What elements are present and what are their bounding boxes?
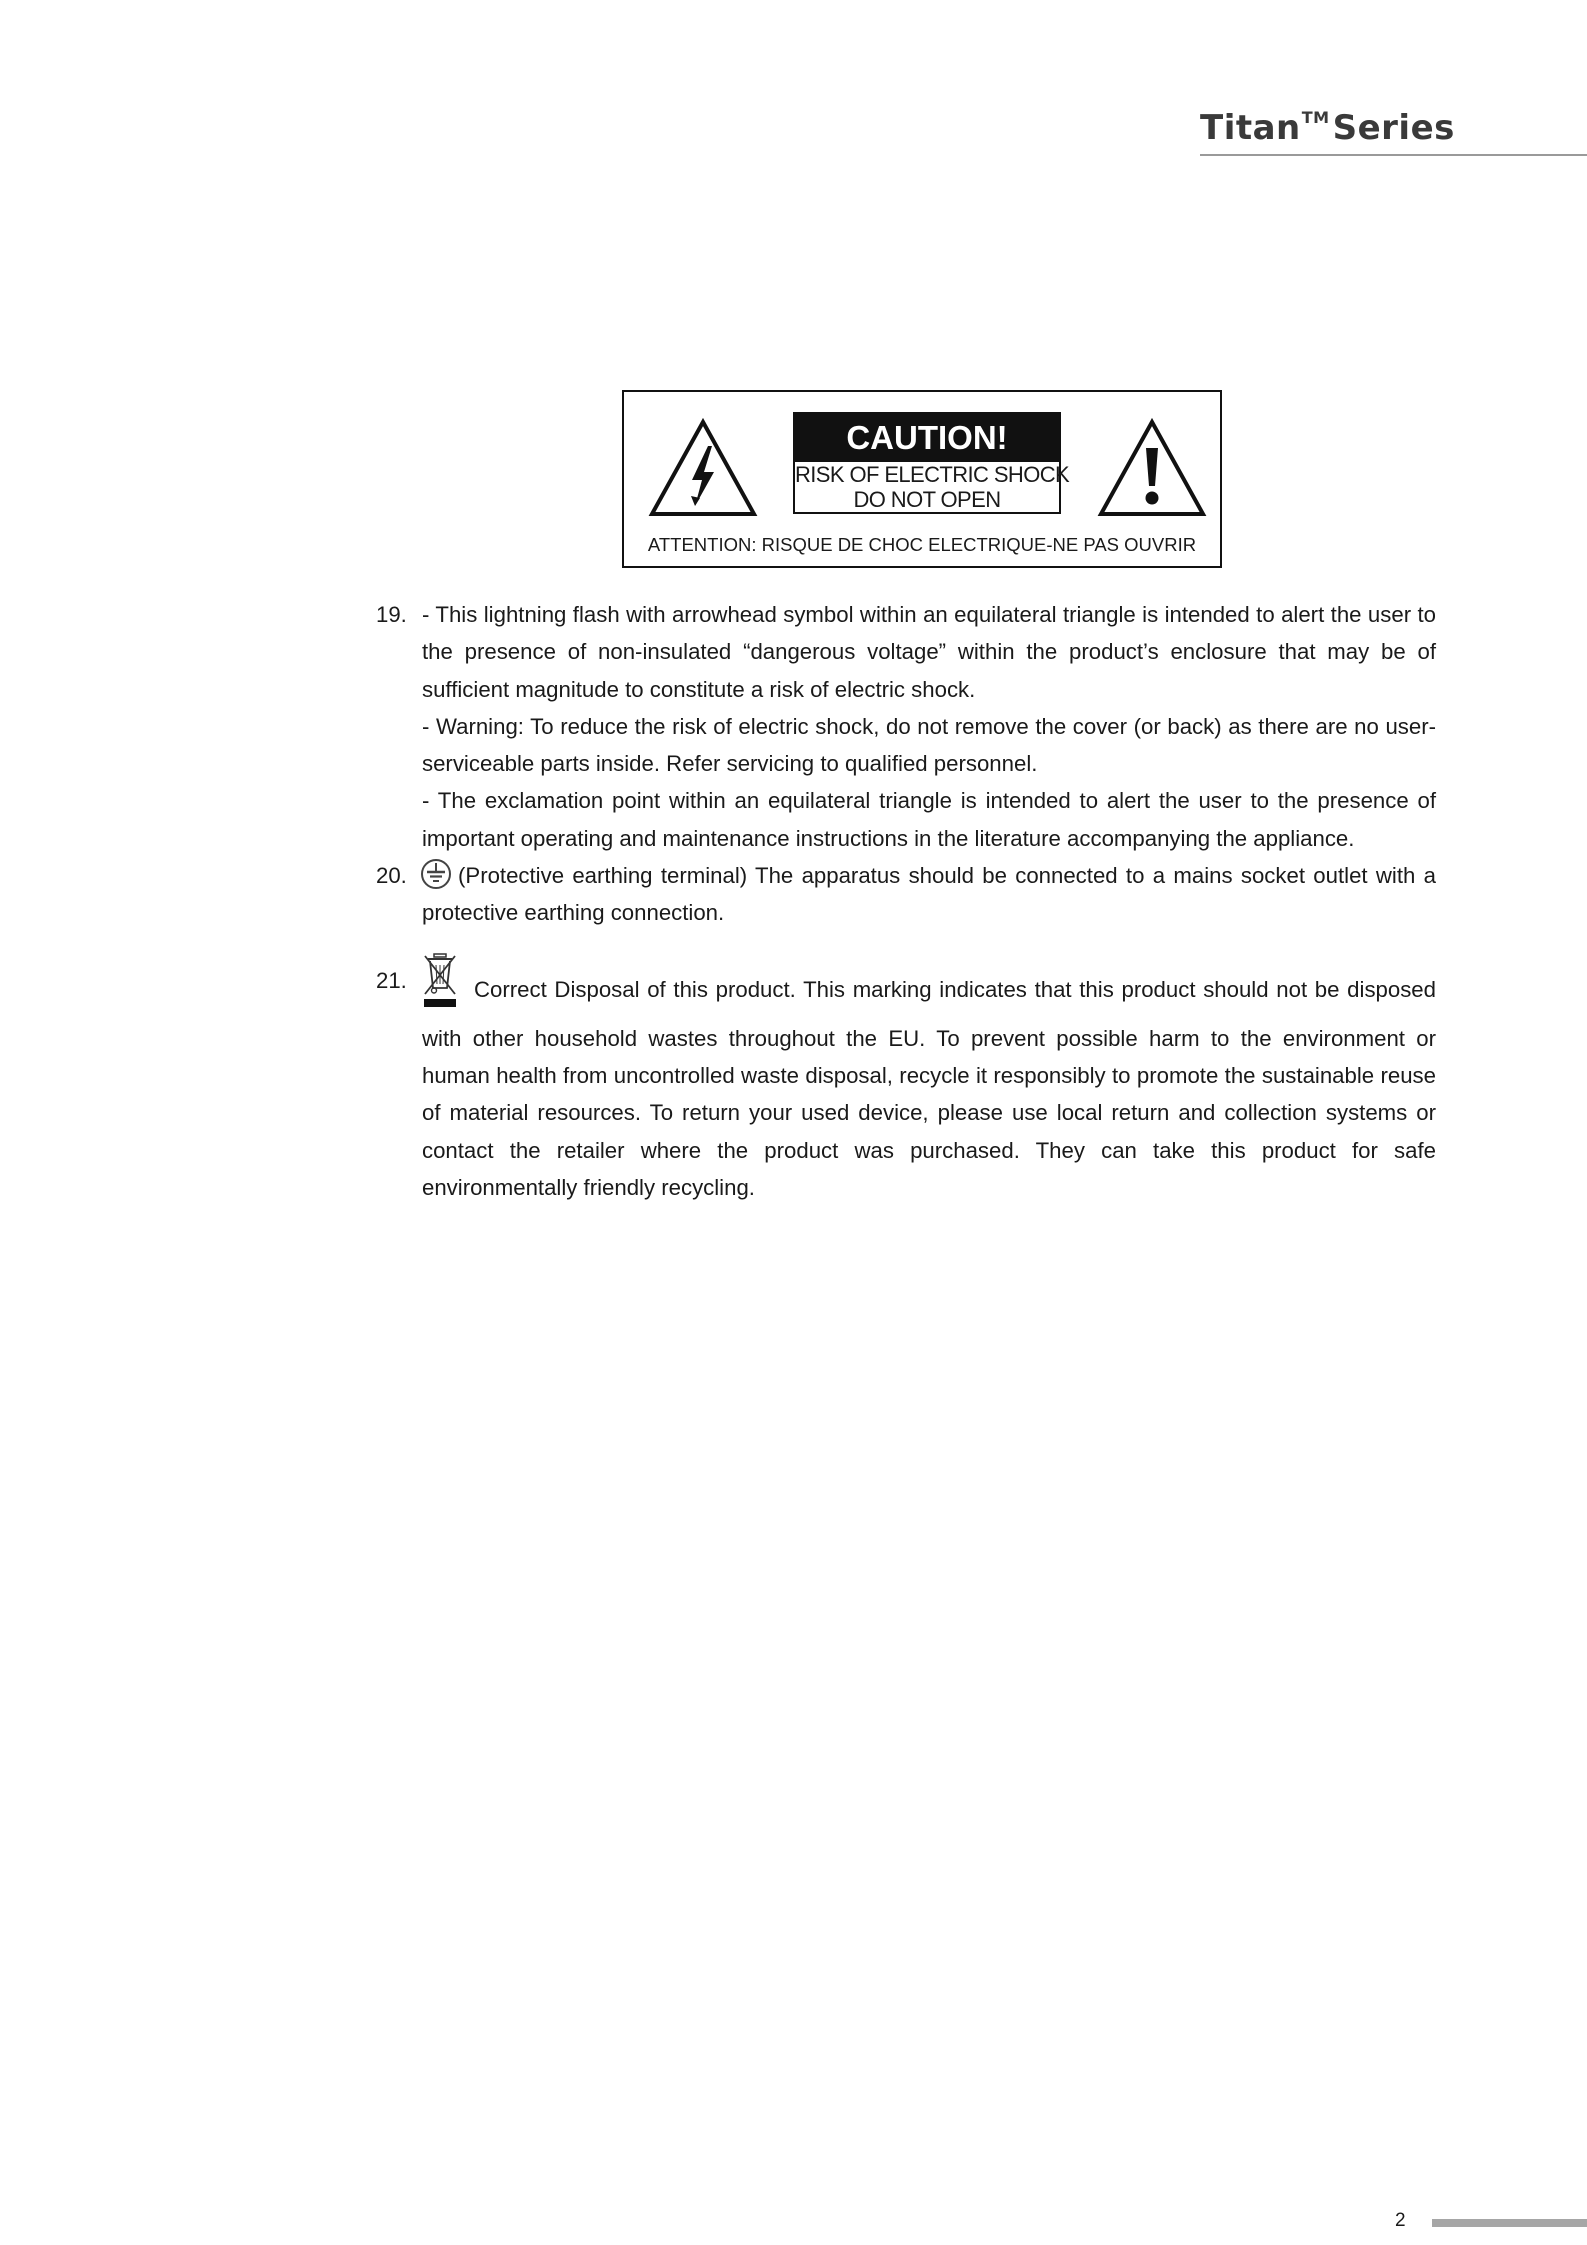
caution-line-2: DO NOT OPEN (853, 487, 1001, 512)
paragraph-disposal (422, 962, 1436, 1206)
exclamation-triangle-icon (1097, 418, 1207, 518)
paragraph-exclamation-symbol: - The exclamation point within an equilateral triangle is intended to alert the user to the presence of important operating and maintenance instructions in the literature accompanying the appliance. (422, 788, 1436, 851)
list-item-20 (376, 857, 1436, 932)
series-label: Series (1332, 108, 1455, 148)
page-header (1200, 108, 1587, 158)
header-rule (1200, 154, 1587, 156)
protective-earth-icon (420, 858, 452, 890)
page-number: 2 (1395, 2210, 1406, 2231)
list-item-21 (376, 962, 1436, 1206)
caution-line-1: RISK OF ELECTRIC SHOCK (795, 462, 1070, 487)
item-number: 19. (376, 602, 407, 627)
series-title (1200, 108, 1455, 148)
attention-french-text: ATTENTION: RISQUE DE CHOC ELECTRIQUE-NE PAS OUVRIR (647, 534, 1197, 555)
disposal-text: Correct Disposal of this product. This marking indicates that this product should not be disposed with other household wastes throughout the EU. To prevent possible harm to the environment or human health from uncontrolled waste disposal, recycle it responsibly to promote the sustainable reuse of material resources. To return your used device, please use local return and collection systems or contact the retailer where the product was purchased. They can take this product for safe environmentally friendly recycling. (422, 976, 1436, 1200)
paragraph-lightning-symbol: - This lightning flash with arrowhead symbol within an equilateral triangle is intended to alert the user to the presence of non-insulated “dangerous voltage” within the product’s enclosure that may be of sufficient magnitude to constitute a risk of electric shock. (422, 602, 1436, 702)
caution-label (622, 390, 1222, 568)
caution-panel (793, 412, 1070, 516)
paragraph-warning: - Warning: To reduce the risk of electric shock, do not remove the cover (or back) as there are no user-serviceable parts inside. Refer servicing to qualified personnel. (422, 713, 1436, 777)
lightning-triangle-icon (648, 418, 758, 518)
item-number: 21. (376, 967, 407, 993)
instruction-list (376, 596, 1436, 1206)
brand-name: Titan (1200, 108, 1301, 148)
earthing-text: (Protective earthing terminal) The apparatus should be connected to a mains socket outlet with a protective earthing connection. (422, 863, 1436, 926)
paragraph-earthing (422, 857, 1436, 932)
caution-warning-text (793, 462, 1070, 514)
caution-heading: CAUTION! (793, 412, 1061, 462)
item-number: 20. (376, 863, 407, 889)
list-item-19 (376, 596, 1436, 857)
trademark-mark: TM (1301, 107, 1330, 127)
weee-crossed-bin-icon (420, 952, 460, 1010)
footer-bar (1432, 2219, 1587, 2227)
